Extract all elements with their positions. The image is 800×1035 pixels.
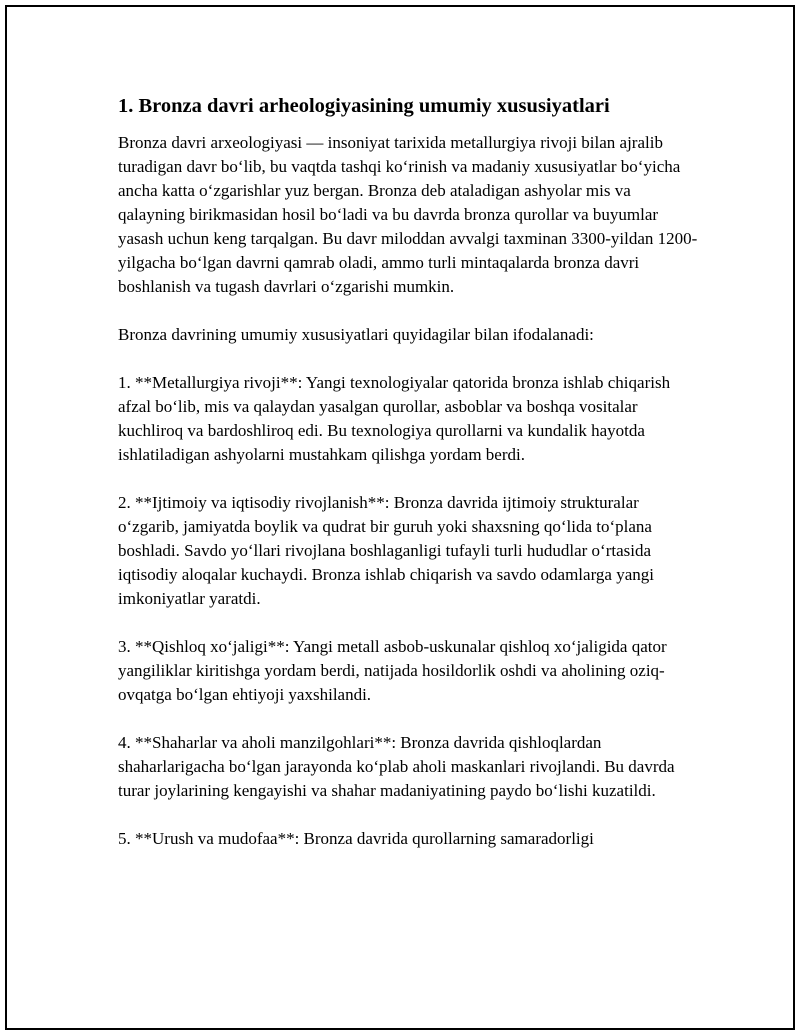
document-body bbox=[118, 92, 698, 875]
list-item-agriculture: 3. **Qishloq xo‘jaligi**: Yangi metall asbob-uskunalar qishloq xo‘jaligida qator yangiliklar kiritishga yordam berdi, natijada hosildorlik oshdi va aholining oziq-ovqatga bo‘lgan ehtiyoji yaxshilandi. bbox=[118, 637, 667, 704]
features-lead-paragraph: Bronza davrining umumiy xususiyatlari quyidagilar bilan ifodalanadi: bbox=[118, 325, 594, 344]
list-item-cities: 4. **Shaharlar va aholi manzilgohlari**: Bronza davrida qishloqlardan shaharlarigacha bo‘lgan jarayonda ko‘plab aholi maskanlari rivojlandi. Bu davrda turar joylarining kengayishi va shahar madaniyatining paydo bo‘lishi kuzatildi. bbox=[118, 733, 675, 800]
section-heading: 1. Bronza davri arheologiyasining umumiy xususiyatlari bbox=[118, 95, 610, 117]
intro-paragraph: Bronza davri arxeologiyasi — insoniyat tarixida metallurgiya rivoji bilan ajralib turadigan davr bo‘lib, bu vaqtda tashqi ko‘rinish va madaniy xususiyatlar bo‘yicha ancha katta o‘zgarishlar yuz bergan. Bronza deb ataladigan ashyolar mis va qalayning birikmasidan hosil bo‘ladi va bu davrda bronza qurollar va buyumlar yasash uchun keng tarqalgan. Bu davr miloddan avvalgi taxminan 3300-yildan 1200-yilgacha bo‘lgan davrni qamrab oladi, ammo turli mintaqalarda bronza davri boshlanish va tugash davrlari o‘zgarishi mumkin. bbox=[118, 133, 698, 296]
list-item-social-economic: 2. **Ijtimoiy va iqtisodiy rivojlanish**: Bronza davrida ijtimoiy strukturalar o‘zgarib, jamiyatda boylik va qudrat bir guruh yoki shaxsning qo‘lida to‘plana boshladi. Savdo yo‘llari rivojlana boshlaganligi tufayli turli hududlar o‘rtasida iqtisodiy aloqalar kuchaydi. Bronza ishlab chiqarish va savdo odamlarga yangi imkoniyatlar yaratdi. bbox=[118, 493, 654, 608]
list-item-war-defense: 5. **Urush va mudofaa**: Bronza davrida qurollarning samaradorligi bbox=[118, 829, 594, 848]
list-item-metallurgy: 1. **Metallurgiya rivoji**: Yangi texnologiyalar qatorida bronza ishlab chiqarish afzal bo‘lib, mis va qalaydan yasalgan qurollar, asboblar va boshqa vositalar kuchliroq va bardoshliroq edi. Bu texnologiya qurollarni va kundalik hayotda ishlatiladigan ashyolarni mustahkam qilishga yordam berdi. bbox=[118, 373, 671, 464]
